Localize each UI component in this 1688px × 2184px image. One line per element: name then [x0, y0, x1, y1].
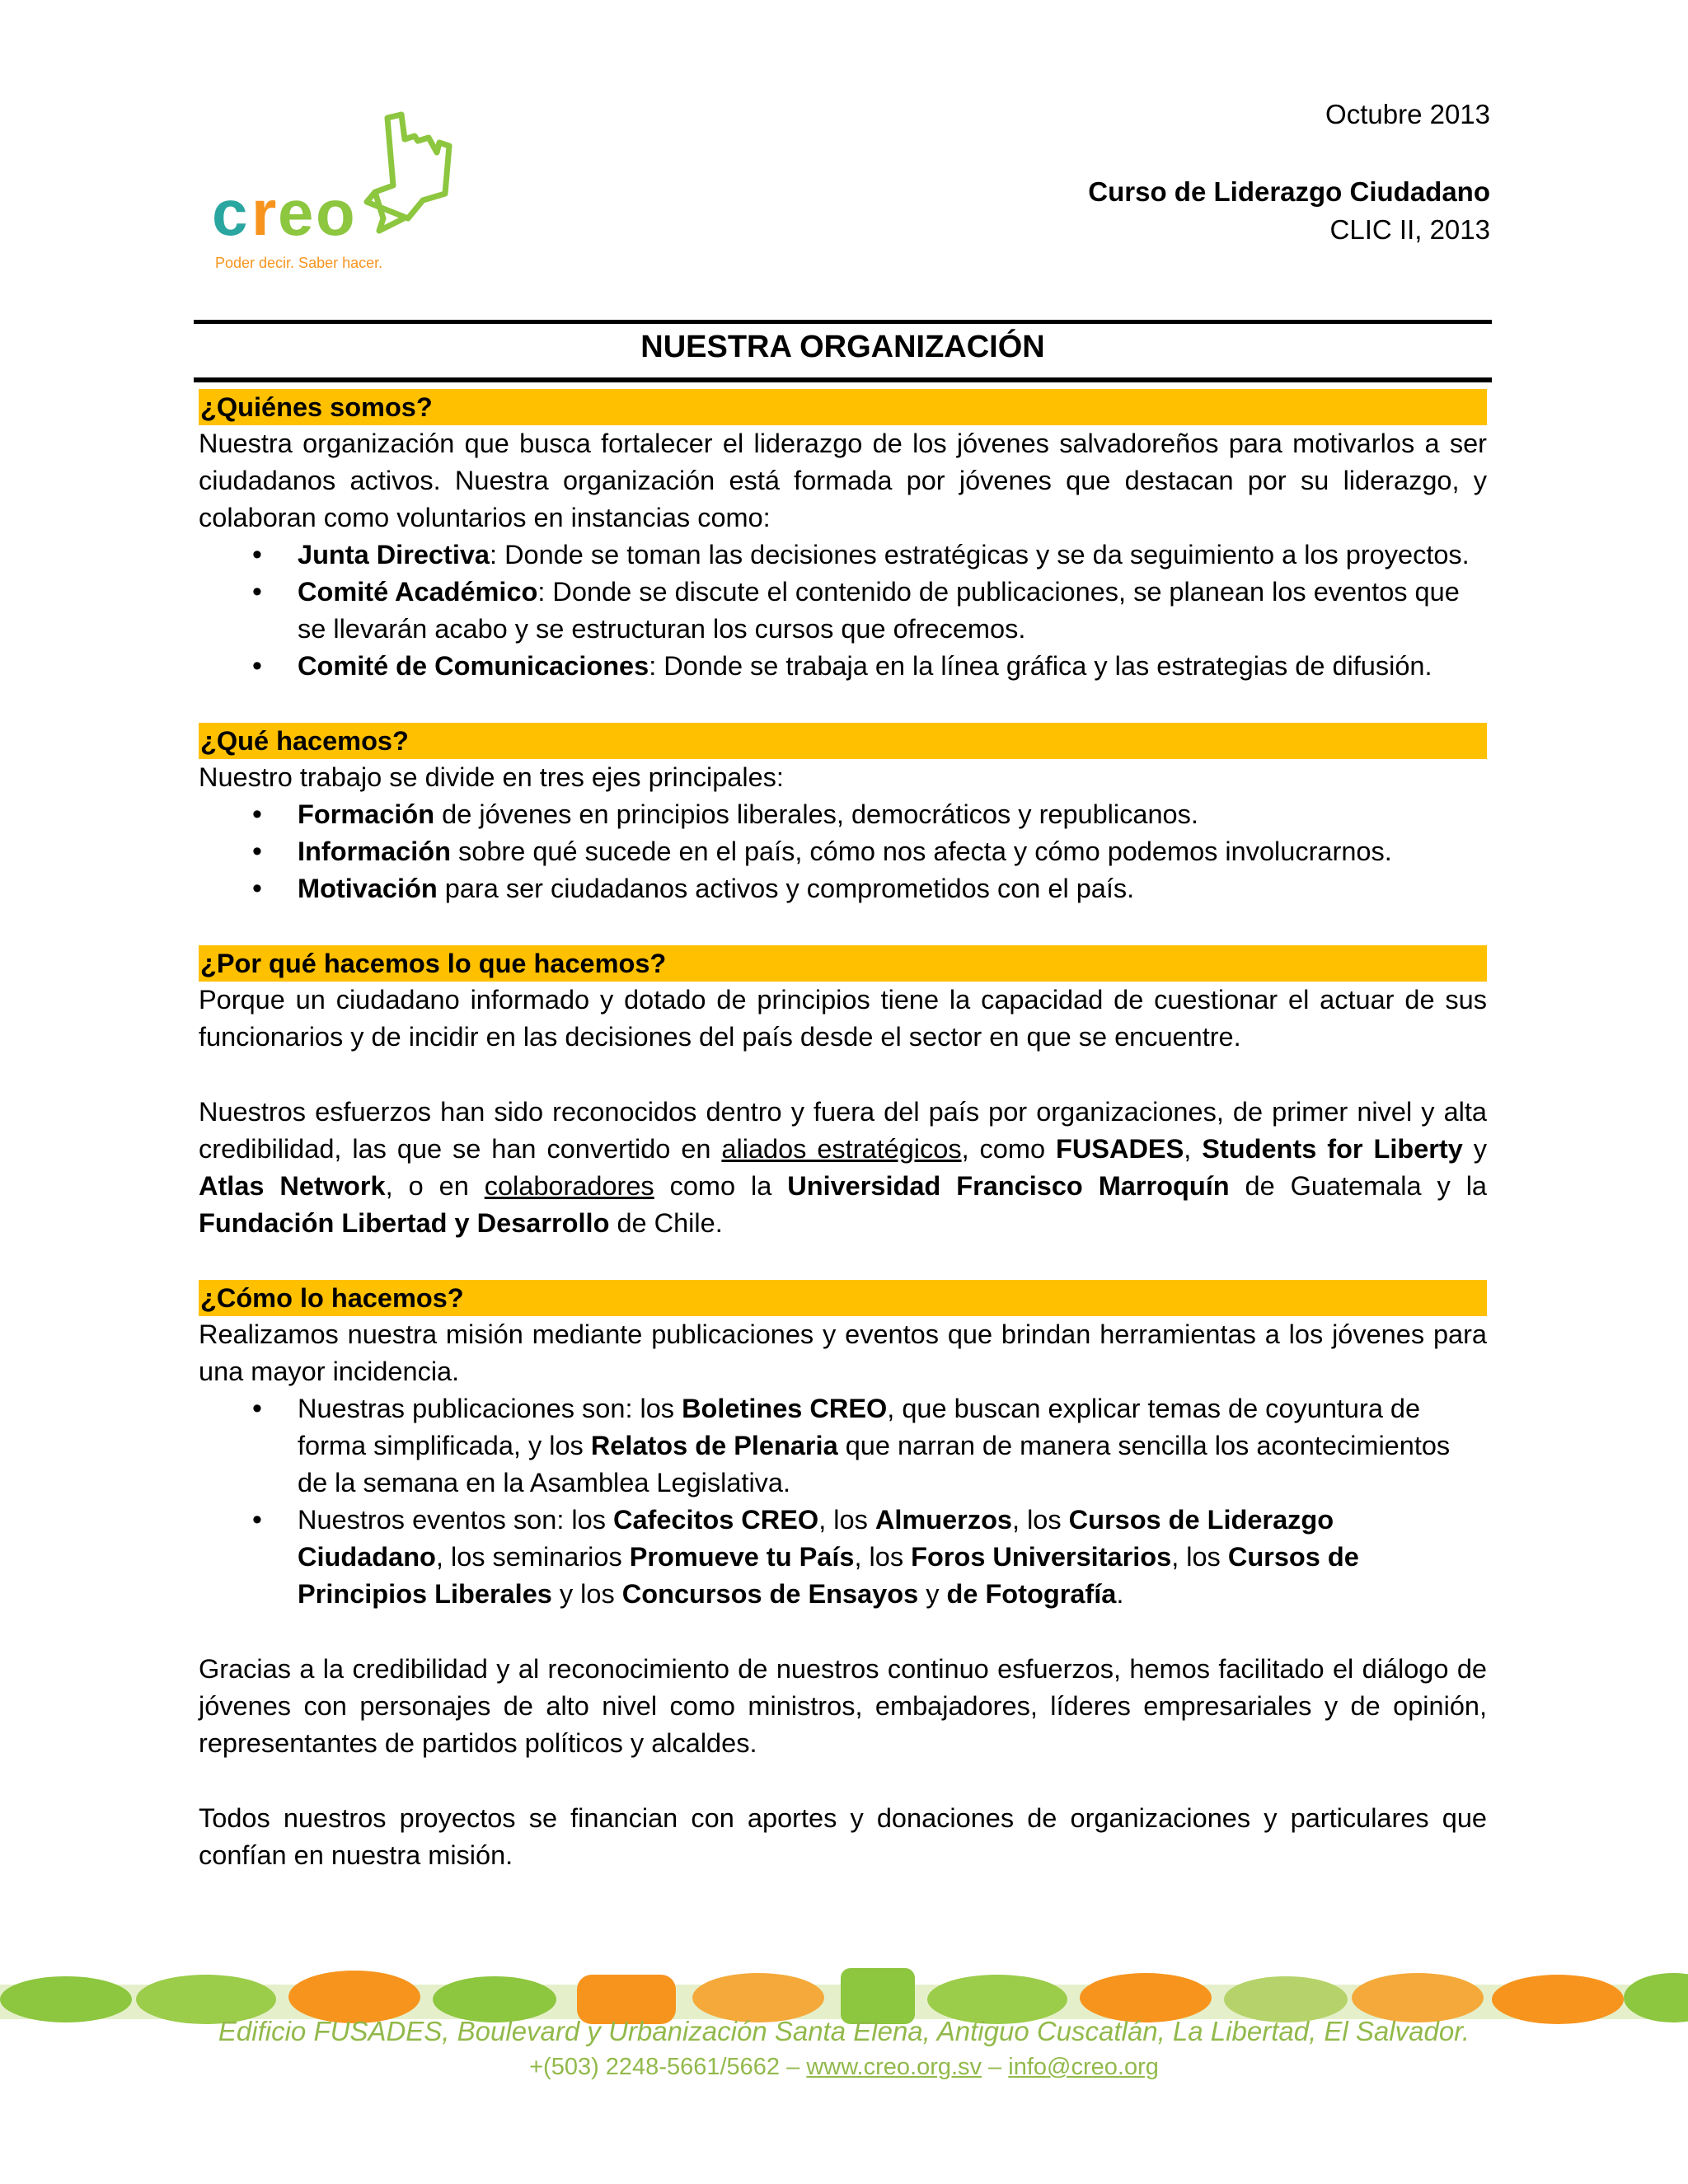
bullet-list [199, 796, 1487, 907]
title-rule-top [194, 320, 1492, 324]
paragraph: Realizamos nuestra misión mediante publicaciones y eventos que brindan herramientas a los jóvenes para una mayor incidencia. [199, 1319, 1487, 1386]
list-item: • Formación de jóvenes en principios liberales, democráticos y republicanos. [298, 796, 1487, 833]
logo-letter-o: o [316, 176, 355, 249]
paragraph: Gracias a la credibilidad y al reconocimiento de nuestros continuo esfuerzos, hemos facilitado el diálogo de jóvenes con personajes de alto nivel como ministros, embajadores, líderes empresariales y de opinión, representantes de partidos políticos y alcaldes. [199, 1654, 1487, 1758]
paragraph: Nuestro trabajo se divide en tres ejes principales: [199, 762, 784, 792]
document-body [199, 389, 1487, 1874]
footer-contact: +(503) 2248-5661/5662 – www.creo.org.sv – info@creo.org [529, 2054, 1159, 2080]
colaboradores-link-text: colaboradores [484, 1171, 654, 1201]
title-rule-bottom [194, 377, 1492, 382]
list-item: • Información sobre qué sucede en el país, cómo nos afecta y cómo podemos involucrarnos. [298, 833, 1487, 870]
course-title: Curso de Liderazgo Ciudadano [1088, 176, 1490, 207]
paragraph: Porque un ciudadano informado y dotado de principios tiene la capacidad de cuestionar el actuar de sus funcionarios y de incidir en las decisiones del país desde el sector en que se encuentre. [199, 985, 1487, 1052]
aliados-link-text: aliados estratégicos [721, 1134, 962, 1164]
logo-letter-e: e [278, 176, 314, 249]
section-heading-quienes-somos: ¿Quiénes somos? [199, 389, 1487, 425]
hand-pointer-icon [367, 115, 449, 231]
section-heading-que-hacemos: ¿Qué hacemos? [199, 723, 1487, 759]
logo-tagline: Poder decir. Saber hacer. [215, 255, 383, 271]
course-info [1088, 173, 1490, 249]
footer-phone: +(503) 2248-5661/5662 – [529, 2054, 807, 2080]
logo-letter-c: c [212, 176, 248, 249]
header-date: Octubre 2013 [1325, 99, 1490, 129]
list-item: • Comité de Comunicaciones: Donde se trabaja en la línea gráfica y las estrategias de difusión. [298, 648, 1487, 685]
section-heading-como: ¿Cómo lo hacemos? [199, 1280, 1487, 1316]
paragraph: Nuestros esfuerzos han sido reconocidos dentro y fuera del país por organizaciones, de primer nivel y alta credibilidad, las que se han convertido en aliados estratégicos, como FUSADES, Students for Liberty y Atlas Network, o en colaboradores como la Universidad Francisco Marroquín de Guatemala y la Fundación Libertad y Desarrollo de Chile. [199, 1097, 1488, 1238]
list-item: • Motivación para ser ciudadanos activos y comprometidos con el país. [298, 870, 1487, 907]
page-title: NUESTRA ORGANIZACIÓN [640, 330, 1045, 364]
bullet-list [199, 1390, 1487, 1613]
footer-email-link[interactable]: info@creo.org [1008, 2054, 1159, 2080]
bullet-list [199, 537, 1487, 685]
list-item: • Comité Académico: Donde se discute el contenido de publicaciones, se planean los eventos que se llevarán acabo y se estructuran los cursos que ofrecemos. [298, 574, 1487, 648]
list-item: • Junta Directiva: Donde se toman las decisiones estratégicas y se da seguimiento a los proyectos. [298, 537, 1487, 574]
footer-web-link[interactable]: www.creo.org.sv [806, 2054, 982, 2080]
logo-letter-r: r [251, 176, 277, 249]
list-item: • Nuestras publicaciones son: los Boletines CREO, que buscan explicar temas de coyuntura de forma simplificada, y los Relatos de Plenaria que narran de manera sencilla los acontecimientos de la semana en la Asamblea Legislativa. [298, 1390, 1487, 1502]
section-heading-por-que: ¿Por qué hacemos lo que hacemos? [199, 945, 1487, 982]
creo-wordmark [212, 176, 355, 249]
footer-address: Edificio FUSADES, Boulevard y Urbanización Santa Elena, Antiguo Cuscatlán, La Libertad, El Salvador. [218, 2016, 1470, 2046]
paragraph: Nuestra organización que busca fortalecer el liderazgo de los jóvenes salvadoreños para motivarlos a ser ciudadanos activos. Nuestra organización está formada por jóvenes que destacan por su liderazgo, y colaboran como voluntarios en instancias como: [199, 429, 1487, 532]
course-subtitle: CLIC II, 2013 [1329, 214, 1490, 245]
list-item: • Nuestros eventos son: los Cafecitos CREO, los Almuerzos, los Cursos de Liderazgo Ciudadano, los seminarios Promueve tu País, los Foros Universitarios, los Cursos de Principios Liberales y los Concursos de Ensayos y de Fotografía. [298, 1502, 1487, 1613]
creo-logo [210, 103, 474, 284]
paragraph: Todos nuestros proyectos se financian con aportes y donaciones de organizaciones y particulares que confían en nuestra misión. [199, 1803, 1487, 1870]
